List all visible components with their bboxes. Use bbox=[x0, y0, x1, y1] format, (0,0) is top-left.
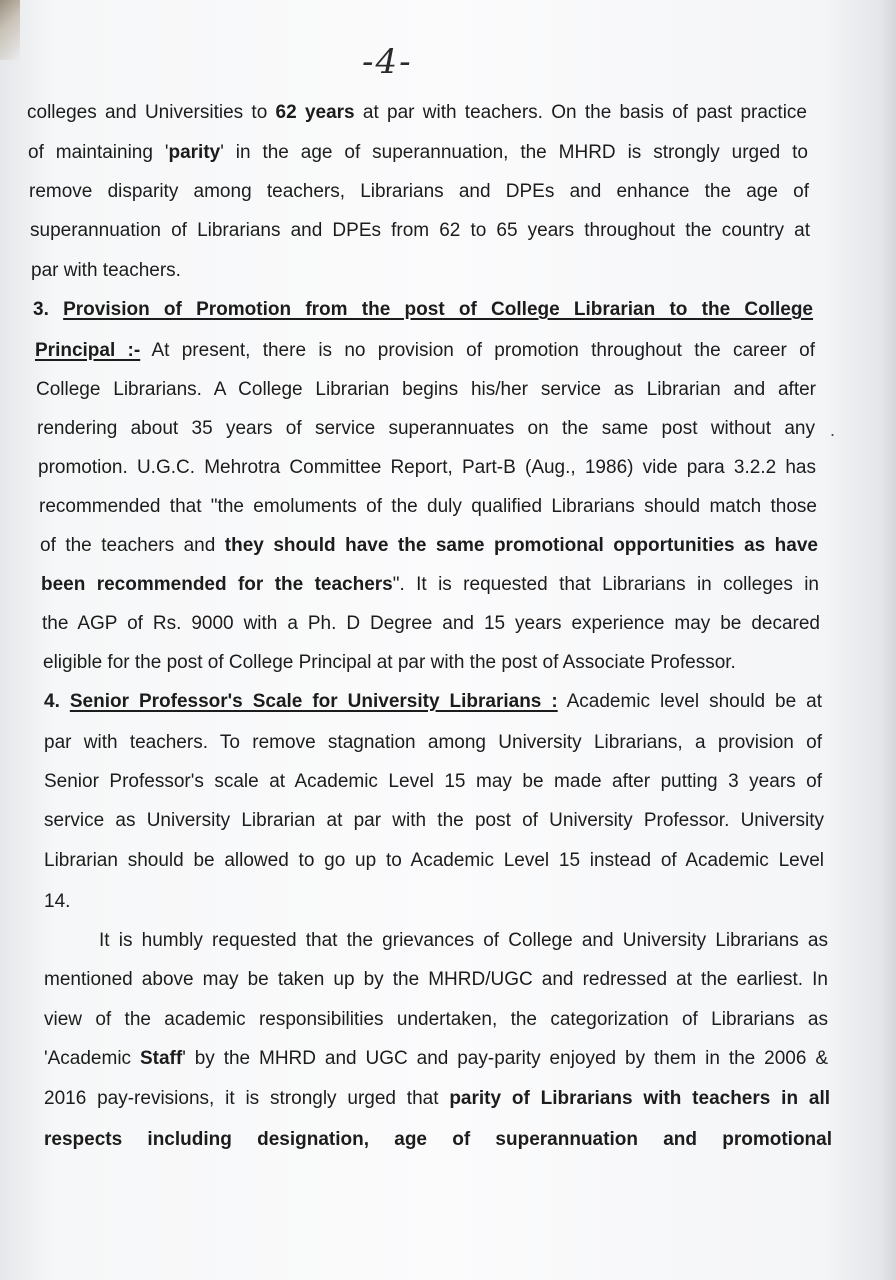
section4-line5: Librarian should be allowed to go up to Academic Level 15 instead of Academic Level bbox=[44, 850, 824, 871]
section3-line5: promotion. U.G.C. Mehrotra Committee Report, Part-B (Aug., 1986) vide para 3.2.2 has bbox=[38, 457, 816, 478]
closing-line4: 'Academic Staff' by the MHRD and UGC and pay-parity enjoyed by them in the 2006 & bbox=[44, 1048, 828, 1069]
section4-line6: 14. bbox=[44, 891, 71, 912]
page-corner-shadow bbox=[0, 0, 20, 60]
section3-line9: the AGP of Rs. 9000 with a Ph. D Degree and 15 years experience may be decared bbox=[42, 613, 820, 634]
section4-line4: service as University Librarian at par with the post of University Professor. University bbox=[44, 810, 824, 831]
page-number: -4- bbox=[362, 42, 413, 82]
para1-line4: superannuation of Librarians and DPEs from 62 to 65 years throughout the country at bbox=[30, 220, 810, 241]
section3-line6: recommended that "the emoluments of the duly qualified Librarians should match those bbox=[39, 496, 817, 517]
section3-line4: rendering about 35 years of service superannuates on the same post without any bbox=[37, 418, 815, 439]
section4-heading-line1: 4. Senior Professor's Scale for University Librarians : Academic level should be at bbox=[44, 691, 823, 712]
stray-mark: . bbox=[830, 420, 836, 440]
section3-line7: of the teachers and they should have the same promotional opportunities as have bbox=[40, 535, 818, 556]
section3-line3: College Librarians. A College Librarian begins his/her service as Librarian and after bbox=[36, 379, 816, 400]
section3-line10: eligible for the post of College Principal at par with the post of Associate Professor. bbox=[43, 652, 736, 673]
section4-line3: Senior Professor's scale at Academic Level 15 may be made after putting 3 years of bbox=[44, 771, 822, 792]
para1-line3: remove disparity among teachers, Librarians and DPEs and enhance the age of bbox=[29, 181, 809, 202]
section3-line8: been recommended for the teachers". It is requested that Librarians in colleges in bbox=[41, 574, 819, 595]
page-right-edge bbox=[882, 0, 896, 1280]
closing-line2: mentioned above may be taken up by the MHRD/UGC and redressed at the earliest. In bbox=[44, 969, 828, 990]
closing-line6: respects including designation, age of superannuation and promotional bbox=[44, 1129, 832, 1150]
closing-line5: 2016 pay-revisions, it is strongly urged that parity of Librarians with teachers in all bbox=[44, 1088, 831, 1109]
closing-line1: It is humbly requested that the grievances of College and University Librarians as bbox=[99, 930, 828, 951]
closing-line3: view of the academic responsibilities undertaken, the categorization of Librarians as bbox=[44, 1009, 828, 1030]
para1-line1: colleges and Universities to 62 years at par with teachers. On the basis of past practice bbox=[27, 102, 807, 123]
section3-line2: Principal :- At present, there is no provision of promotion throughout the career of bbox=[35, 340, 815, 361]
para1-line2: of maintaining 'parity' in the age of superannuation, the MHRD is strongly urged to bbox=[28, 142, 808, 163]
section4-line2: par with teachers. To remove stagnation among University Librarians, a provision of bbox=[44, 732, 822, 753]
section3-heading-line1: 3. Provision of Promotion from the post of College Librarian to the College bbox=[33, 299, 814, 320]
para1-line5: par with teachers. bbox=[31, 260, 181, 281]
